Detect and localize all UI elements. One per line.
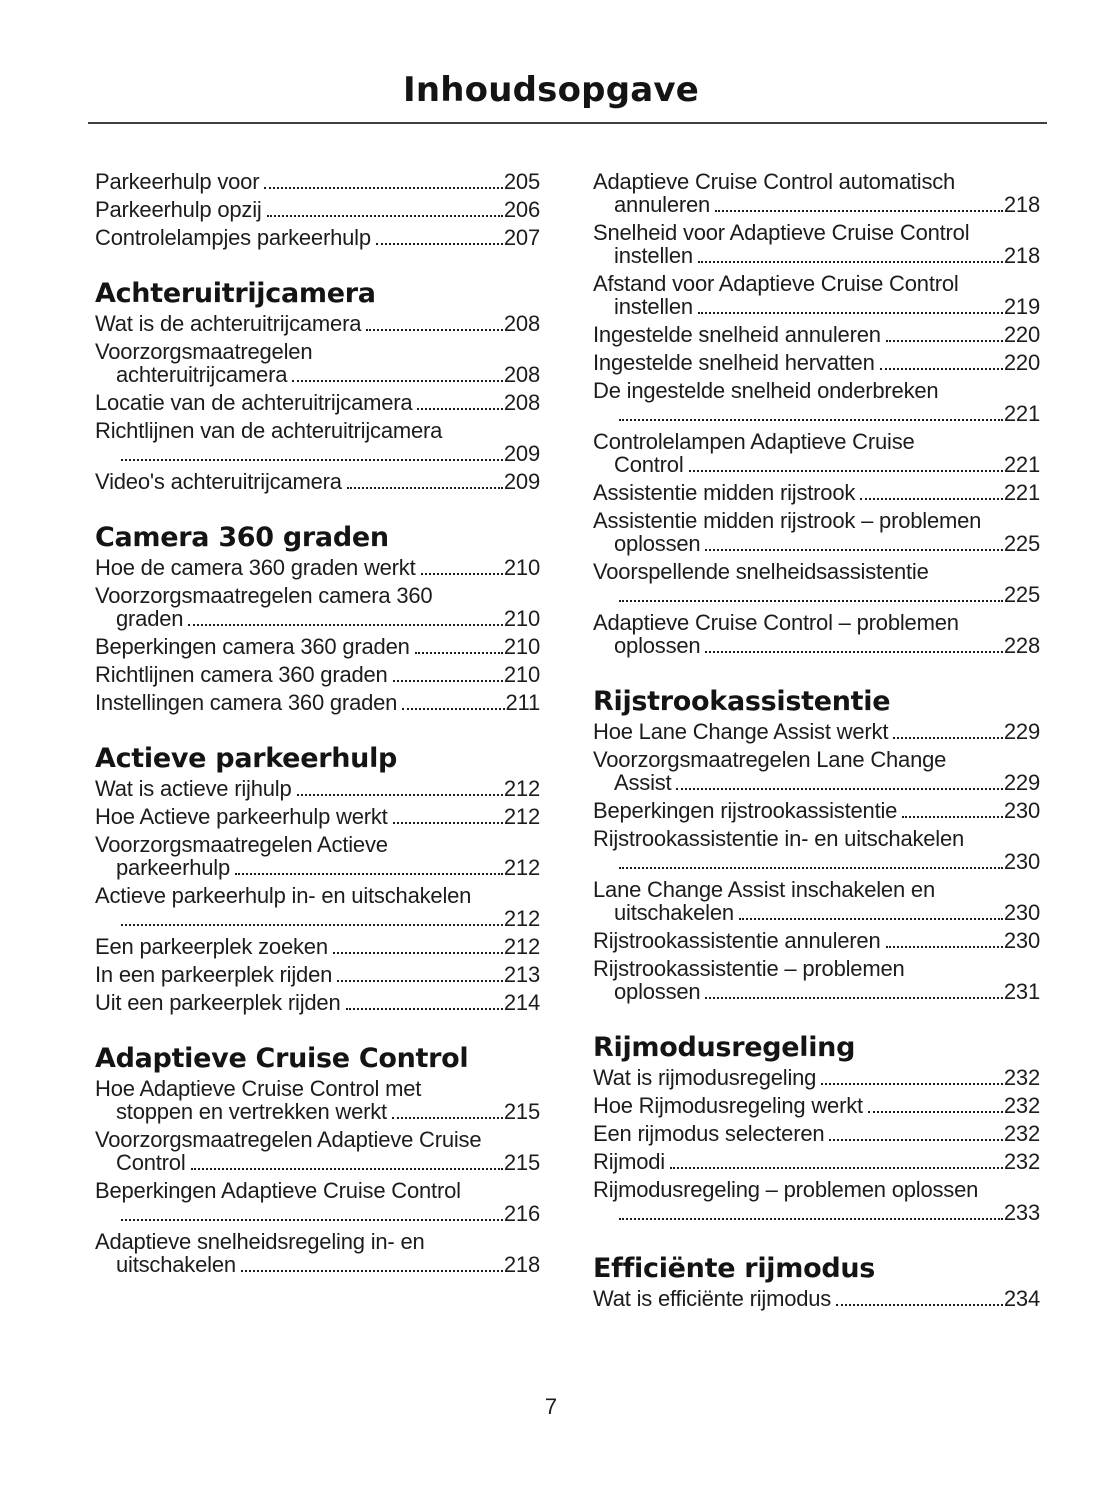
section-heading: Efficiënte rijmodus bbox=[593, 1253, 876, 1284]
entry-text: Richtlijnen camera 360 graden bbox=[95, 662, 388, 687]
entry-text: oplossen bbox=[614, 979, 701, 1004]
dot-leader bbox=[860, 498, 1003, 500]
toc-entry bbox=[593, 481, 1040, 504]
toc-entry-line bbox=[593, 272, 1040, 295]
entry-text: achteruitrijcamera bbox=[116, 362, 288, 387]
toc-entry-line bbox=[593, 453, 1040, 476]
entry-text: Assistentie midden rijstrook bbox=[593, 480, 856, 505]
entry-text: Voorzorgsmaatregelen Lane Change bbox=[593, 747, 947, 772]
toc-column-1 bbox=[95, 170, 540, 1315]
toc-entry-line bbox=[95, 1230, 540, 1253]
section-heading: Rijstrookassistentie bbox=[593, 686, 891, 717]
entry-text: Wat is rijmodusregeling bbox=[593, 1065, 817, 1090]
section-heading: Actieve parkeerhulp bbox=[95, 743, 398, 774]
entry-text: Hoe Adaptieve Cruise Control met bbox=[95, 1076, 422, 1101]
entry-text: stoppen en vertrekken werkt bbox=[116, 1099, 387, 1124]
entry-text: Ingestelde snelheid hervatten bbox=[593, 350, 875, 375]
entry-text: Uit een parkeerplek rijden bbox=[95, 990, 341, 1015]
entry-page-number: 209 bbox=[503, 469, 540, 494]
toc-entry-line bbox=[95, 1100, 540, 1123]
entry-text: Assistentie midden rijstrook – problemen bbox=[593, 508, 982, 533]
entry-page-number: 214 bbox=[503, 990, 540, 1015]
toc-entry-line bbox=[95, 963, 540, 986]
entry-text: Rijstrookassistentie in- en uitschakelen bbox=[593, 826, 965, 851]
toc-entry-line bbox=[95, 1128, 540, 1151]
entry-text: Control bbox=[116, 1150, 186, 1175]
toc-entry bbox=[95, 312, 540, 335]
dot-leader bbox=[337, 980, 503, 982]
toc-entry bbox=[593, 1178, 1040, 1224]
entry-page-number: 230 bbox=[1003, 849, 1040, 874]
entry-text: Assist bbox=[614, 770, 672, 795]
entry-text: Parkeerhulp opzij bbox=[95, 197, 262, 222]
dot-leader bbox=[421, 573, 503, 575]
entry-text: Rijstrookassistentie – problemen bbox=[593, 956, 905, 981]
dot-leader bbox=[121, 459, 503, 461]
entry-page-number: 233 bbox=[1003, 1200, 1040, 1225]
entry-page-number: 231 bbox=[1003, 979, 1040, 1004]
entry-page-number: 229 bbox=[1003, 770, 1040, 795]
toc-entry bbox=[593, 827, 1040, 873]
entry-page-number: 210 bbox=[503, 606, 540, 631]
toc-entry bbox=[593, 560, 1040, 606]
entry-text: Lane Change Assist inschakelen en bbox=[593, 877, 935, 902]
entry-text: Rijmodusregeling – problemen oplossen bbox=[593, 1177, 979, 1202]
toc-entry-line bbox=[95, 607, 540, 630]
section-heading: Achteruitrijcamera bbox=[95, 278, 376, 309]
toc-entry bbox=[593, 799, 1040, 822]
entry-page-number: 205 bbox=[503, 169, 540, 194]
toc-entry bbox=[593, 720, 1040, 743]
toc-entry bbox=[95, 833, 540, 879]
toc-entry-line bbox=[95, 556, 540, 579]
entry-page-number: 216 bbox=[503, 1201, 540, 1226]
toc-entry bbox=[593, 957, 1040, 1003]
entry-page-number: 232 bbox=[1003, 1065, 1040, 1090]
entry-text: Wat is de achteruitrijcamera bbox=[95, 311, 362, 336]
toc-entry bbox=[95, 963, 540, 986]
dot-leader bbox=[902, 816, 1003, 818]
page-title: Inhoudsopgave bbox=[403, 70, 699, 110]
toc-entry-line bbox=[95, 663, 540, 686]
toc-entry bbox=[593, 878, 1040, 924]
entry-text: Controlelampen Adaptieve Cruise bbox=[593, 429, 915, 454]
dot-leader bbox=[836, 1304, 1003, 1306]
toc-entry-line bbox=[95, 170, 540, 193]
toc-entry-line bbox=[95, 884, 540, 907]
toc-entry-line bbox=[593, 748, 1040, 771]
toc-entry bbox=[95, 805, 540, 828]
entry-page-number: 212 bbox=[503, 855, 540, 880]
toc-entry-line bbox=[95, 856, 540, 879]
entry-text: Video's achteruitrijcamera bbox=[95, 469, 342, 494]
toc-entry-line bbox=[593, 720, 1040, 743]
toc-entry bbox=[95, 935, 540, 958]
toc-entry-line bbox=[95, 226, 540, 249]
entry-text: Locatie van de achteruitrijcamera bbox=[95, 390, 413, 415]
toc-entry-line bbox=[593, 1122, 1040, 1145]
dot-leader bbox=[191, 1168, 503, 1170]
toc-entry bbox=[593, 1287, 1040, 1310]
entry-text: Beperkingen Adaptieve Cruise Control bbox=[95, 1178, 461, 1203]
entry-page-number: 220 bbox=[1003, 350, 1040, 375]
toc-entry-line bbox=[593, 1150, 1040, 1173]
toc-entry bbox=[593, 323, 1040, 346]
entry-page-number: 210 bbox=[503, 555, 540, 580]
entry-text: Snelheid voor Adaptieve Cruise Control bbox=[593, 220, 970, 245]
toc-entry bbox=[593, 351, 1040, 374]
dot-leader bbox=[292, 380, 503, 382]
dot-leader bbox=[297, 794, 503, 796]
dot-leader bbox=[619, 1218, 1003, 1220]
entry-page-number: 229 bbox=[1003, 719, 1040, 744]
toc-entry bbox=[593, 221, 1040, 267]
toc-entry bbox=[593, 611, 1040, 657]
entry-text: Instellingen camera 360 graden bbox=[95, 690, 398, 715]
toc-entry bbox=[593, 430, 1040, 476]
entry-page-number: 213 bbox=[503, 962, 540, 987]
toc-entry-line bbox=[593, 583, 1040, 606]
entry-text: Ingestelde snelheid annuleren bbox=[593, 322, 881, 347]
dot-leader bbox=[689, 470, 1003, 472]
toc-columns bbox=[95, 170, 1102, 1315]
entry-page-number: 232 bbox=[1003, 1121, 1040, 1146]
entry-page-number: 208 bbox=[503, 390, 540, 415]
entry-page-number: 209 bbox=[503, 441, 540, 466]
entry-text: Beperkingen rijstrookassistentie bbox=[593, 798, 898, 823]
dot-leader bbox=[241, 1270, 503, 1272]
dot-leader bbox=[886, 340, 1003, 342]
entry-page-number: 218 bbox=[1003, 192, 1040, 217]
dot-leader bbox=[619, 867, 1003, 869]
entry-text: Richtlijnen van de achteruitrijcamera bbox=[95, 418, 443, 443]
toc-entry-line bbox=[593, 957, 1040, 980]
toc-entry-line bbox=[95, 777, 540, 800]
entry-text: Voorzorgsmaatregelen Adaptieve Cruise bbox=[95, 1127, 482, 1152]
dot-leader bbox=[235, 873, 503, 875]
toc-entry bbox=[95, 1128, 540, 1174]
toc-entry-line bbox=[593, 481, 1040, 504]
toc-entry-line bbox=[593, 402, 1040, 425]
entry-page-number: 215 bbox=[503, 1099, 540, 1124]
toc-entry bbox=[593, 929, 1040, 952]
toc-entry-line bbox=[593, 509, 1040, 532]
entry-page-number: 230 bbox=[1003, 928, 1040, 953]
toc-entry-line bbox=[593, 611, 1040, 634]
toc-entry bbox=[95, 226, 540, 249]
toc-entry-line bbox=[95, 442, 540, 465]
toc-entry-line bbox=[95, 312, 540, 335]
toc-entry-line bbox=[593, 430, 1040, 453]
toc-entry-line bbox=[95, 340, 540, 363]
toc-entry bbox=[95, 1230, 540, 1276]
page-header bbox=[0, 0, 1102, 124]
dot-leader bbox=[619, 600, 1003, 602]
dot-leader bbox=[264, 187, 503, 189]
toc-entry-line bbox=[593, 929, 1040, 952]
section-heading: Adaptieve Cruise Control bbox=[95, 1043, 469, 1074]
entry-text: Voorspellende snelheidsassistentie bbox=[593, 559, 929, 584]
dot-leader bbox=[393, 680, 503, 682]
dot-leader bbox=[829, 1139, 1002, 1141]
toc-entry bbox=[593, 509, 1040, 555]
dot-leader bbox=[402, 708, 504, 710]
toc-entry-line bbox=[95, 635, 540, 658]
toc-entry bbox=[95, 635, 540, 658]
dot-leader bbox=[347, 487, 503, 489]
toc-entry-line bbox=[593, 878, 1040, 901]
toc-entry bbox=[593, 1122, 1040, 1145]
dot-leader bbox=[366, 329, 503, 331]
toc-entry bbox=[95, 198, 540, 221]
entry-page-number: 221 bbox=[1003, 452, 1040, 477]
dot-leader bbox=[698, 261, 1003, 263]
entry-page-number: 212 bbox=[503, 804, 540, 829]
toc-entry bbox=[95, 1179, 540, 1225]
entry-text: Actieve parkeerhulp in- en uitschakelen bbox=[95, 883, 472, 908]
dot-leader bbox=[676, 788, 1002, 790]
entry-text: Controlelampjes parkeerhulp bbox=[95, 225, 371, 250]
toc-entry bbox=[593, 170, 1040, 216]
entry-page-number: 211 bbox=[505, 690, 540, 715]
entry-page-number: 218 bbox=[503, 1252, 540, 1277]
dot-leader bbox=[392, 1117, 503, 1119]
dot-leader bbox=[346, 1008, 503, 1010]
toc-entry bbox=[593, 1094, 1040, 1117]
toc-entry bbox=[95, 1077, 540, 1123]
entry-text: Control bbox=[614, 452, 684, 477]
section-heading: Rijmodusregeling bbox=[593, 1032, 856, 1063]
toc-entry-line bbox=[95, 1253, 540, 1276]
dot-leader bbox=[886, 946, 1003, 948]
toc-entry-line bbox=[95, 584, 540, 607]
entry-page-number: 234 bbox=[1003, 1286, 1040, 1311]
entry-page-number: 207 bbox=[503, 225, 540, 250]
dot-leader bbox=[670, 1167, 1003, 1169]
entry-text: Wat is efficiënte rijmodus bbox=[593, 1286, 832, 1311]
entry-text: Wat is actieve rijhulp bbox=[95, 776, 292, 801]
entry-page-number: 208 bbox=[503, 311, 540, 336]
entry-page-number: 225 bbox=[1003, 582, 1040, 607]
entry-text: In een parkeerplek rijden bbox=[95, 962, 333, 987]
entry-page-number: 212 bbox=[503, 906, 540, 931]
title-divider bbox=[88, 122, 1047, 124]
entry-page-number: 212 bbox=[503, 776, 540, 801]
entry-text: uitschakelen bbox=[116, 1252, 236, 1277]
toc-entry-line bbox=[95, 363, 540, 386]
entry-text: Adaptieve snelheidsregeling in- en bbox=[95, 1229, 425, 1254]
toc-entry-line bbox=[593, 1094, 1040, 1117]
dot-leader bbox=[121, 924, 503, 926]
toc-entry-line bbox=[593, 827, 1040, 850]
toc-entry-line bbox=[593, 1066, 1040, 1089]
toc-entry-line bbox=[95, 1202, 540, 1225]
entry-page-number: 230 bbox=[1003, 798, 1040, 823]
dot-leader bbox=[333, 952, 503, 954]
toc-entry-line bbox=[95, 991, 540, 1014]
entry-text: graden bbox=[116, 606, 184, 631]
dot-leader bbox=[715, 210, 1003, 212]
page-footer bbox=[0, 1394, 1102, 1420]
dot-leader bbox=[188, 624, 503, 626]
section-heading: Camera 360 graden bbox=[95, 522, 389, 553]
toc-entry-line bbox=[593, 560, 1040, 583]
entry-text: annuleren bbox=[614, 192, 711, 217]
toc-entry-line bbox=[593, 901, 1040, 924]
toc-entry bbox=[95, 340, 540, 386]
entry-text: uitschakelen bbox=[614, 900, 734, 925]
toc-entry bbox=[95, 470, 540, 493]
entry-page-number: 208 bbox=[503, 362, 540, 387]
entry-page-number: 230 bbox=[1003, 900, 1040, 925]
toc-entry bbox=[95, 777, 540, 800]
toc-entry-line bbox=[593, 323, 1040, 346]
toc-entry bbox=[95, 691, 540, 714]
toc-entry bbox=[95, 884, 540, 930]
toc-entry bbox=[95, 556, 540, 579]
dot-leader bbox=[880, 368, 1003, 370]
entry-text: Parkeerhulp voor bbox=[95, 169, 260, 194]
toc-entry bbox=[95, 419, 540, 465]
dot-leader bbox=[417, 408, 502, 410]
entry-text: De ingestelde snelheid onderbreken bbox=[593, 378, 939, 403]
toc-entry-line bbox=[593, 850, 1040, 873]
toc-entry bbox=[593, 748, 1040, 794]
toc-entry-line bbox=[95, 1077, 540, 1100]
dot-leader bbox=[868, 1111, 1003, 1113]
toc-entry-line bbox=[593, 1201, 1040, 1224]
toc-entry-line bbox=[95, 805, 540, 828]
toc-entry-line bbox=[593, 634, 1040, 657]
entry-text: oplossen bbox=[614, 531, 701, 556]
entry-page-number: 221 bbox=[1003, 401, 1040, 426]
entry-page-number: 232 bbox=[1003, 1093, 1040, 1118]
dot-leader bbox=[705, 549, 1002, 551]
toc-entry bbox=[593, 1150, 1040, 1173]
entry-page-number: 221 bbox=[1003, 480, 1040, 505]
entry-text: parkeerhulp bbox=[116, 855, 230, 880]
entry-page-number: 228 bbox=[1003, 633, 1040, 658]
entry-text: Beperkingen camera 360 graden bbox=[95, 634, 410, 659]
toc-column-2 bbox=[593, 170, 1040, 1315]
toc-entry-line bbox=[95, 1151, 540, 1174]
toc-entry-line bbox=[593, 532, 1040, 555]
entry-page-number: 219 bbox=[1003, 294, 1040, 319]
page-number: 7 bbox=[544, 1394, 558, 1419]
dot-leader bbox=[739, 918, 1003, 920]
entry-text: Een parkeerplek zoeken bbox=[95, 934, 328, 959]
entry-text: Adaptieve Cruise Control – problemen bbox=[593, 610, 959, 635]
entry-page-number: 215 bbox=[503, 1150, 540, 1175]
toc-entry-line bbox=[95, 470, 540, 493]
toc-entry-line bbox=[593, 193, 1040, 216]
toc-entry-line bbox=[593, 980, 1040, 1003]
toc-entry bbox=[95, 991, 540, 1014]
entry-text: instellen bbox=[614, 243, 693, 268]
entry-text: Hoe de camera 360 graden werkt bbox=[95, 555, 416, 580]
toc-entry-line bbox=[95, 691, 540, 714]
entry-text: Voorzorgsmaatregelen camera 360 bbox=[95, 583, 433, 608]
toc-entry-line bbox=[95, 935, 540, 958]
toc-entry-line bbox=[95, 907, 540, 930]
entry-text: instellen bbox=[614, 294, 693, 319]
entry-page-number: 206 bbox=[503, 197, 540, 222]
entry-text: Een rijmodus selecteren bbox=[593, 1121, 825, 1146]
entry-text: Voorzorgsmaatregelen Actieve bbox=[95, 832, 388, 857]
toc-entry bbox=[95, 170, 540, 193]
toc-entry bbox=[95, 663, 540, 686]
toc-entry bbox=[593, 1066, 1040, 1089]
entry-text: Hoe Actieve parkeerhulp werkt bbox=[95, 804, 388, 829]
entry-page-number: 220 bbox=[1003, 322, 1040, 347]
toc-entry-line bbox=[95, 391, 540, 414]
entry-page-number: 218 bbox=[1003, 243, 1040, 268]
toc-entry-line bbox=[593, 351, 1040, 374]
toc-entry-line bbox=[593, 1178, 1040, 1201]
dot-leader bbox=[893, 737, 1003, 739]
dot-leader bbox=[619, 419, 1003, 421]
entry-text: Afstand voor Adaptieve Cruise Control bbox=[593, 271, 959, 296]
toc-entry-line bbox=[95, 198, 540, 221]
dot-leader bbox=[821, 1083, 1003, 1085]
toc-entry-line bbox=[593, 295, 1040, 318]
dot-leader bbox=[267, 215, 503, 217]
dot-leader bbox=[393, 822, 503, 824]
toc-entry-line bbox=[593, 771, 1040, 794]
toc-entry bbox=[95, 584, 540, 630]
entry-text: oplossen bbox=[614, 633, 701, 658]
entry-text: Rijstrookassistentie annuleren bbox=[593, 928, 881, 953]
toc-entry-line bbox=[593, 170, 1040, 193]
toc-entry-line bbox=[593, 1287, 1040, 1310]
toc-entry-line bbox=[593, 799, 1040, 822]
toc-entry bbox=[95, 391, 540, 414]
toc-entry-line bbox=[593, 221, 1040, 244]
toc-entry bbox=[593, 272, 1040, 318]
entry-text: Rijmodi bbox=[593, 1149, 665, 1174]
dot-leader bbox=[376, 243, 503, 245]
dot-leader bbox=[705, 651, 1002, 653]
toc-entry-line bbox=[593, 244, 1040, 267]
dot-leader bbox=[121, 1219, 503, 1221]
entry-page-number: 232 bbox=[1003, 1149, 1040, 1174]
entry-text: Hoe Rijmodusregeling werkt bbox=[593, 1093, 863, 1118]
toc-entry bbox=[593, 379, 1040, 425]
toc-entry-line bbox=[95, 833, 540, 856]
toc-entry-line bbox=[95, 419, 540, 442]
entry-page-number: 212 bbox=[503, 934, 540, 959]
entry-text: Voorzorgsmaatregelen bbox=[95, 339, 313, 364]
dot-leader bbox=[415, 652, 503, 654]
entry-text: Hoe Lane Change Assist werkt bbox=[593, 719, 889, 744]
entry-text: Adaptieve Cruise Control automatisch bbox=[593, 169, 956, 194]
entry-page-number: 225 bbox=[1003, 531, 1040, 556]
entry-page-number: 210 bbox=[503, 634, 540, 659]
entry-page-number: 210 bbox=[503, 662, 540, 687]
dot-leader bbox=[698, 312, 1003, 314]
dot-leader bbox=[705, 997, 1002, 999]
toc-entry-line bbox=[593, 379, 1040, 402]
toc-entry-line bbox=[95, 1179, 540, 1202]
